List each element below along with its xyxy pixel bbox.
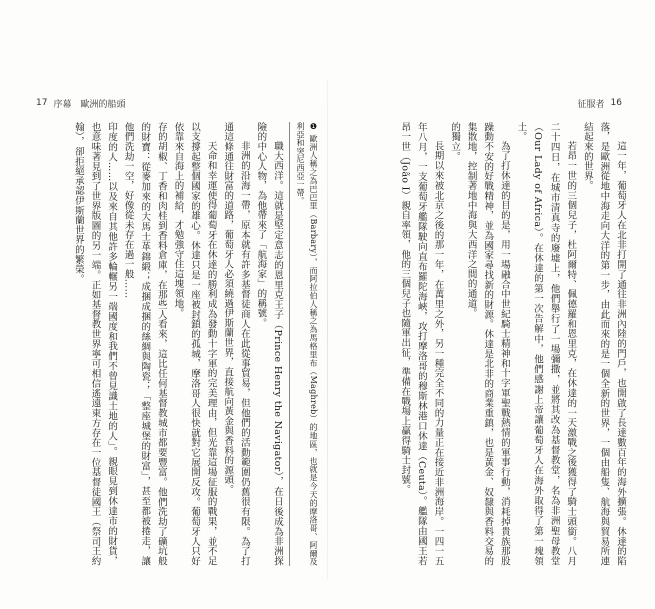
paragraph: 天命和幸運使得葡萄牙在休達的勝利成為發動十字軍的完美理由，但光靠這場征服的戰果，並不足以支撐起整個國家的雄心。休達只是一座被封鎖的孤城，摩洛哥人很快就對它展開反攻。葡萄牙人只好依靠來自海上的補給，才勉強守住這塊領地。 xyxy=(172,122,217,566)
left-page xyxy=(30,96,320,566)
left-page-number: 17 xyxy=(36,98,48,108)
right-page-text xyxy=(338,122,628,566)
paragraph: 長期以來被北京之後的那一年，在萬里之外，另一種完全不同的力量正在接近非洲海岸。一四一五年八月，一支葡萄牙艦隊駛向直布羅陀海峽，攻打摩洛哥的穆斯林港口休達（Ceuta）。艦隊由國王若昂一世（João I）親自率領，他的三個兒子也隨軍出征，準備在戰場上贏得騎士封號。 xyxy=(399,122,444,566)
page-gutter xyxy=(327,80,328,580)
footnote xyxy=(289,122,320,566)
left-page-text xyxy=(30,122,320,566)
right-running-head: 征服者 xyxy=(577,99,605,110)
footnote-text: ❶ 歐洲人稱之為巴巴里（Barbary），而阿拉伯人稱之為馬格里布（Maghreb）的地區，也就是今天的摩洛哥、阿爾及利亞和突尼西亞一帶。 xyxy=(296,122,318,566)
right-page-header xyxy=(338,96,628,110)
paragraph: 這一年，葡萄牙人在北非打開了通往非洲內陸的門戶，也開啟了長達數百年的海外擴張。休達的陷落，是歐洲從地中海走向大洋的第一步，由此而來的是一個全新的世界，一個由船隻、航海與貿易所連結起來的世界。 xyxy=(581,122,626,566)
left-page-header xyxy=(30,96,320,110)
paragraph: 印度的人……以及來自其他許多輪輾另一端國度和我們不曾見識土地的人」。親眼見到休達市的財貨，也意味著見到了世界版圖的另一端。正如基督教世界寧可相信遙遠東方存在一位基督徒國王（祭司王約翰），卻拒絕承認伊斯蘭世界的繁榮。 xyxy=(72,122,118,566)
paragraph: 為了打休達的目的是，用一場融合中世紀騎士精神和十字軍聖戰熱情的軍事行動，消耗掉貴族那股躁動不安的好戰精神，並為國家尋找新的財源。休達是北非的商業重鎮，也是黃金、奴隸與香料交易的集散地，控制著地中海與大西洋之間的通道。 xyxy=(465,122,510,566)
paragraph: 若昂一世的三個兒子，杜阿爾特、佩德羅和恩里克，在休達的一天激戰之後獲得了騎士頭銜。八月二十四日，在城市清真寺的廢墟上，他們舉行了一場彌撒，並將其改為基督教堂，名為非洲聖母教堂（Our Lady of Africa）。在休達的第一次告解中，他們感謝上帝讓葡萄牙人在海外取得了第一塊領土。 xyxy=(515,122,577,566)
right-page xyxy=(338,96,628,566)
left-running-head: 序幕 歐洲的船頭 xyxy=(53,99,126,110)
paragraph: 存的胡椒、丁香和肉桂到香料倉庫，在那些人看來，這比任何基督教城市都要豐富。他們洗劫了礦坑般的財寶：從麥加來的大馬士革錦緞；成捆成捆的絲綢與陶瓷；「整座城堡的財富」，甚至都被捲走，讓他們洗劫一空，好像從未存在過一般…… xyxy=(122,122,167,566)
right-page-number: 16 xyxy=(610,98,622,108)
paragraph: 職大西洋。這就是堅定意志的恩里克王子（Prince Henry the Navigator），在日後成為非洲探險的中心人物，為他帶來了「航海家」的稱號。 xyxy=(255,122,283,566)
paragraph: 非洲的沿海一帶，原本就有許多基督徒商人在此從事貿易，但他們的活動範圍仍舊很有限。為了打通這條通往財富的道路，葡萄牙人必須繞過伊斯蘭世界，直接航向黃金與香料的源頭。 xyxy=(222,122,250,566)
paragraph: 的獨立。 xyxy=(449,122,461,162)
